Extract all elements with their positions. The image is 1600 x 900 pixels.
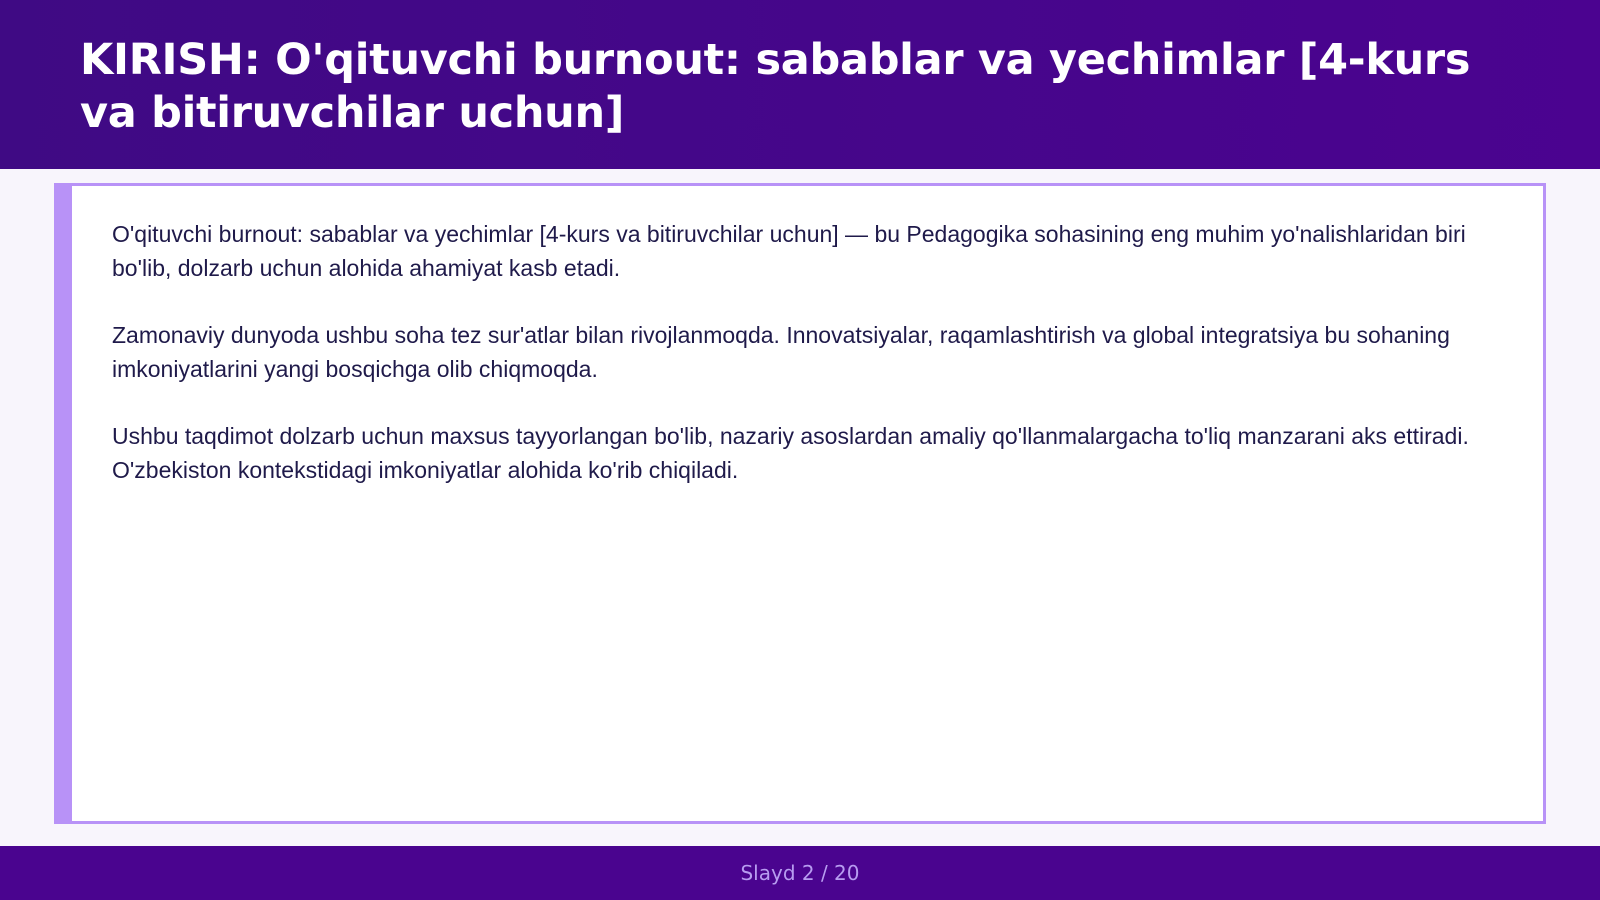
slide-header	[0, 0, 1600, 169]
slide-footer	[0, 846, 1600, 900]
slide-counter: Slayd 2 / 20	[740, 861, 860, 885]
intro-paragraph: O'qituvchi burnout: sabablar va yechimlar [4-kurs va bitiruvchilar uchun] — bu Pedagogika sohasining eng muhim yo'nalishlaridan biri bo'lib, dolzarb uchun alohida ahamiyat kasb etadi.	[112, 221, 1466, 281]
presentation-purpose-paragraph: Ushbu taqdimot dolzarb uchun maxsus tayyorlangan bo'lib, nazariy asoslardan amaliy qo'llanmalargacha to'liq manzarani aks ettiradi. O'zbekiston kontekstidagi imkoniyatlar alohida ko'rib chiqiladi.	[112, 423, 1469, 483]
slide-title: KIRISH: O'qituvchi burnout: sabablar va yechimlar [4-kurs va bitiruvchilar uchun]	[80, 35, 1471, 138]
development-paragraph: Zamonaviy dunyoda ushbu soha tez sur'atlar bilan rivojlanmoqda. Innovatsiyalar, raqamlashtirish va global integratsiya bu sohaning imkoniyatlarini yangi bosqichga olib chiqmoqda.	[112, 322, 1450, 382]
content-panel	[54, 183, 1546, 824]
